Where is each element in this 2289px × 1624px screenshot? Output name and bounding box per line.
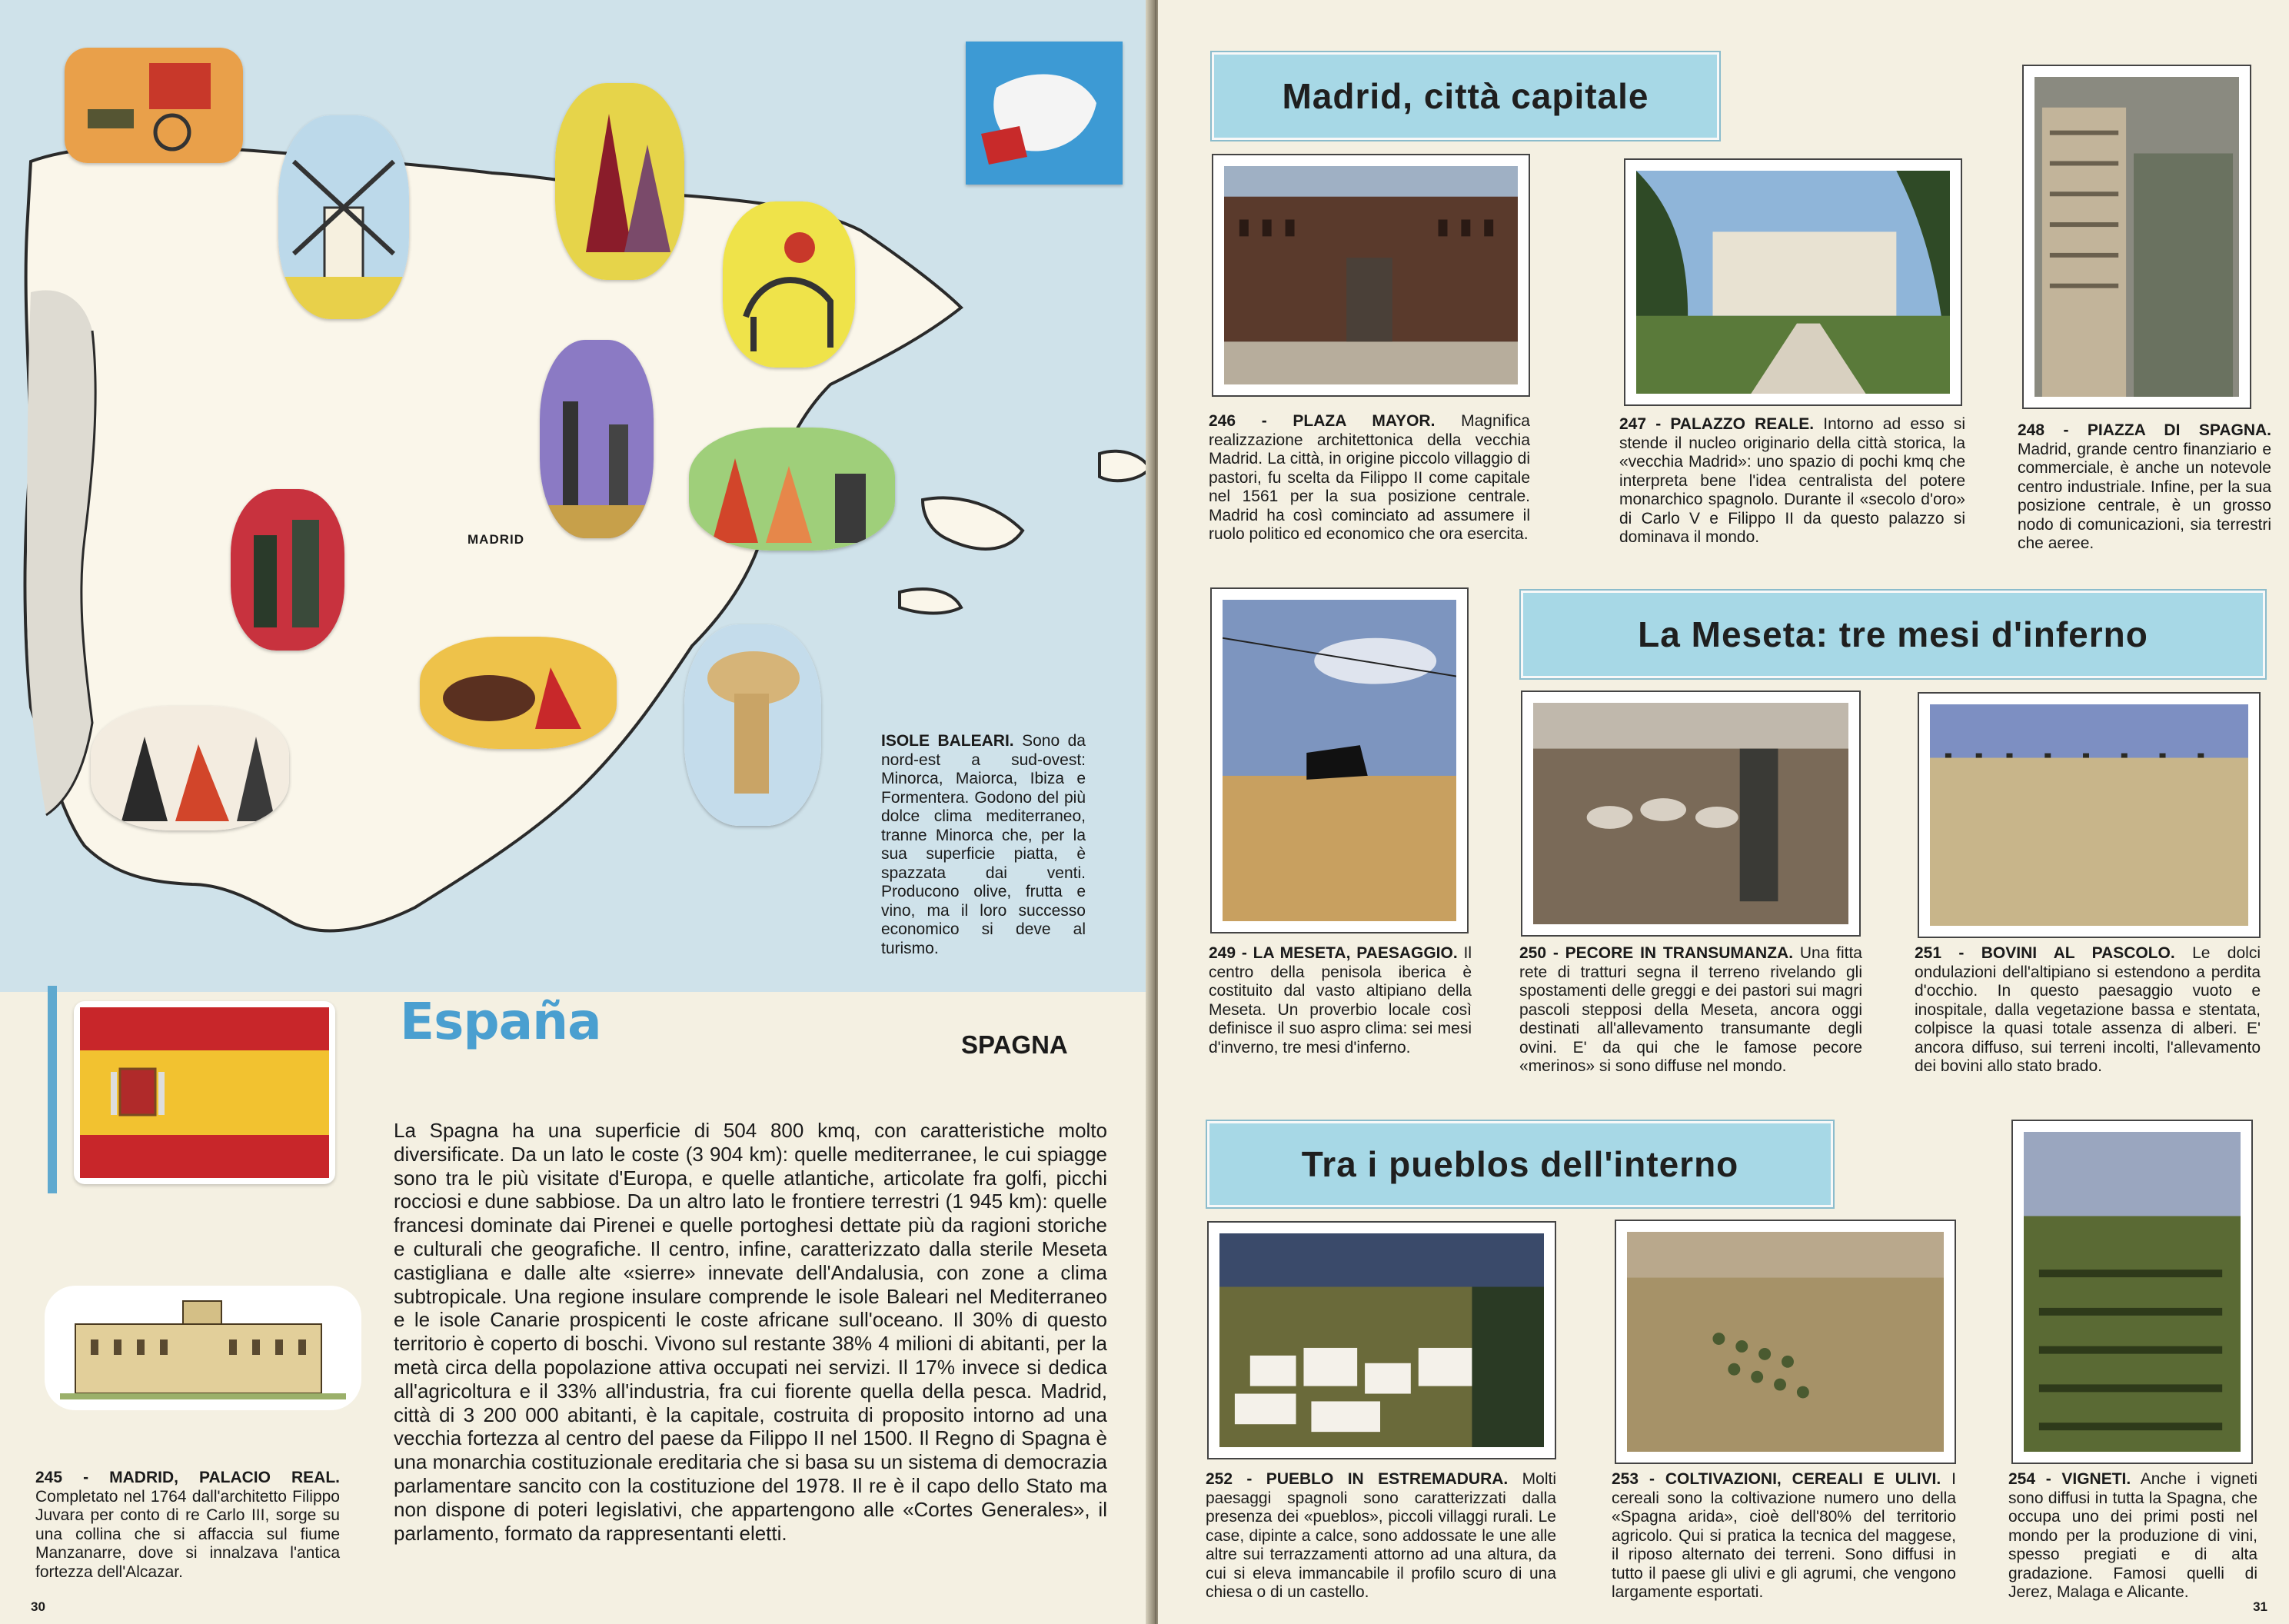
caption-248-body: Madrid, grande centro finanziario e commerciale, è anche un notevole centro industriale. Infine, per la sua posizione centrale, è un grosso nodo di comunicazioni, sia terrestri che aeree. bbox=[2018, 440, 2271, 552]
madrid-map-label: MADRID bbox=[467, 532, 524, 547]
caption-252-heading: 252 - PUEBLO IN ESTREMADURA. bbox=[1206, 1470, 1509, 1488]
caption-253 bbox=[1612, 1470, 1956, 1602]
bullfight-sticker bbox=[420, 637, 617, 749]
caption-250-heading: 250 - PECORE IN TRANSUMANZA. bbox=[1519, 944, 1794, 962]
caption-249-body: Il centro della penisola iberica è costituito dal vasto altipiano della Meseta. Un proverbio locale così definisce il suo aspro clima: sei mesi d'inverno, tre mesi d'inferno. bbox=[1209, 944, 1472, 1057]
caption-254 bbox=[2008, 1470, 2257, 1602]
caption-245 bbox=[35, 1469, 340, 1582]
caption-247 bbox=[1619, 415, 1965, 547]
horse-rider-sticker bbox=[723, 201, 855, 368]
don-quixote-sticker bbox=[540, 340, 654, 538]
penitent-sticker bbox=[555, 83, 684, 280]
caption-251-heading: 251 - BOVINI AL PASCOLO. bbox=[1915, 944, 2175, 962]
rock-formation-sticker bbox=[684, 624, 821, 826]
page-subtitle: SPAGNA bbox=[961, 1030, 1068, 1059]
europe-locator bbox=[966, 42, 1123, 185]
right-page bbox=[1158, 0, 2289, 1624]
caption-249-heading: 249 - LA MESETA, PAESAGGIO. bbox=[1209, 944, 1458, 962]
flag-accent-bar bbox=[48, 986, 57, 1193]
photo-254-vigneti bbox=[2011, 1120, 2253, 1464]
page-number-right: 31 bbox=[2253, 1599, 2267, 1614]
ox-cart-sticker bbox=[65, 48, 243, 163]
caption-252 bbox=[1206, 1470, 1556, 1602]
caption-250-body: Una fitta rete di tratturi segna il terreno rivelando gli spostamenti delle greggi e dei pastori sui magri pascoli stepposi della Meseta, ancora oggi destinati all'allevamento transumante degli ovini. E' da qui che le famose pecore «merinos» si sono diffuse nel mondo. bbox=[1519, 944, 1862, 1075]
caption-253-body: I cereali sono la coltivazione numero uno della «Spagna arida», cioè dell'80% del territorio agricolo. Qui si pratica la tecnica del maggese, il riposo alternato dei terreni. Sono diffusi in tutto il paese gli ulivi e gli agrumi, che vengono largamente esportati. bbox=[1612, 1470, 1956, 1601]
caption-248-heading: 248 - PIAZZA DI SPAGNA. bbox=[2018, 421, 2271, 439]
banner-pueblos: Tra i pueblos dell'interno bbox=[1207, 1121, 1833, 1207]
caption-252-body: Molti paesaggi spagnoli sono caratterizzati dalla presenza dei «pueblos», piccoli villaggi rurali. Le case, dipinte a calce, sono addossate le une alle altre sui terrazzamenti attorno ad una altura, da cui si eleva immancabile il profilo scuro di una chiesa o di un castello. bbox=[1206, 1470, 1556, 1601]
photo-248-piazza-di-spagna bbox=[2022, 65, 2251, 409]
caption-246-heading: 246 - PLAZA MAYOR. bbox=[1209, 412, 1436, 430]
photo-249-meseta bbox=[1210, 587, 1469, 933]
photo-253-coltivazioni bbox=[1615, 1220, 1956, 1464]
caption-247-body: Intorno ad esso si stende il nucleo originario della città storica, la «vecchia Madrid»: uno spazio di pochi kmq che interpreta bene l'idea centralista del potere monarchico spagnolo. Durante il «secolo d'oro» di Carlo V e Filippo II da questo palazzo si dominava il mondo. bbox=[1619, 415, 1965, 546]
caption-245-heading: 245 - MADRID, PALACIO REAL. bbox=[35, 1469, 340, 1486]
caption-246-body: Magnifica realizzazione architettonica della vecchia Madrid. La città, in origine piccolo villaggio di pastori, fu scelta da Filippo II come capitale nel 1561 per la sua posizione centrale. Madrid ha così cominciato ad assumere il ruolo politico ed economico che ora esercita. bbox=[1209, 412, 1530, 543]
baleari-body: Sono da nord-est a sud-ovest: Minorca, Maiorca, Ibiza e Formentera. Godono del più dolce clima mediterraneo, tranne Minorca che, per la sua superficie piatta, è spazzata dai venti. Producono olive, frutta e vino, ma il loro successo economico si deve al turismo. bbox=[881, 732, 1086, 957]
caption-245-body: Completato nel 1764 dall'architetto Filippo Juvara per conto di re Carlo III, sorge su una collina che si affaccia sul fiume Manzanarre, dove si innalzava l'antica fortezza dell'Alcazar. bbox=[35, 1487, 340, 1581]
photo-247-palazzo-reale bbox=[1624, 158, 1962, 406]
caption-254-heading: 254 - VIGNETI. bbox=[2008, 1470, 2131, 1488]
windmill-sticker bbox=[278, 115, 409, 319]
caption-249 bbox=[1209, 944, 1472, 1057]
caption-248 bbox=[2018, 421, 2271, 554]
caption-246 bbox=[1209, 412, 1530, 544]
palacio-real-sticker bbox=[45, 1286, 361, 1410]
page-title: España bbox=[400, 992, 601, 1051]
banner-meseta: La Meseta: tre mesi d'inferno bbox=[1521, 591, 2265, 678]
photo-252-pueblo bbox=[1207, 1221, 1556, 1459]
photo-250-pecore bbox=[1521, 691, 1861, 937]
banner-madrid: Madrid, città capitale bbox=[1212, 52, 1719, 140]
caption-253-heading: 253 - COLTIVAZIONI, CEREALI E ULIVI. bbox=[1612, 1470, 1941, 1488]
spain-flag bbox=[74, 1001, 335, 1184]
photo-251-bovini bbox=[1918, 692, 2261, 938]
page-number-left: 30 bbox=[31, 1599, 45, 1614]
civil-guard-sticker bbox=[231, 489, 344, 651]
flamenco-sticker bbox=[91, 706, 289, 830]
caption-251-body: Le dolci ondulazioni dell'altipiano si estendono a perdita d'occhio. In questo paesaggio vuoto e inospitale, dalla vegetazione bassa e stentata, colpisce la quasi totale assenza di alberi. E' ancora diffuso, sui terreni incolti, l'allevamento dei bovini allo stato brado. bbox=[1915, 944, 2261, 1075]
caption-247-heading: 247 - PALAZZO REALE. bbox=[1619, 415, 1815, 433]
main-article-text: La Spagna ha una superficie di 504 800 kmq, con caratteristiche molto diversificate. Da un lato le coste (3 904 km): quelle mediterranee, le cui spiagge sono tra le più visitate d'Europa, e quelle atlantiche, articolate fra golfi, picchi rocciosi e dune sabbiose. Da un altro lato le frontiere terrestri (1 945 km): quelle francesi dominate dai Pirenei e quelle portoghesi dettate più da ragioni storiche e culturali che geografiche. Il centro, infine, caratterizzato dalla sterile Meseta castigliana e dalle alte «sierre» innevate dell'Andalusia, con zone a clima subtropicale. Una regione insulare comprende le isole Baleari nel Mediterraneo e le isole Canarie prospicenti le coste africane sull'oceano. Il 30% di questo territorio è coperto di boschi. Vivono sul restante 38% 4 milioni di abitanti, per la metà circa della popolazione attiva occupati nei servizi. Il 17% invece si dedica all'agricoltura e il 33% all'industria, fra cui fiorente quella della pesca. Madrid, città di 3 200 000 abitanti, è la capitale, costruita di proposito intorno ad una vecchia fortezza al centro del paese da Filippo II nel 1500. Il Regno di Spagna è una monarchia costituzionale ereditaria che si basa su un sistema di democrazia parlamentare sancito con la costituzione del 1978. Il re è il capo dello Stato ma non dispone di poteri legislativi, che appartengono alle «Cortes Generales», il parlamento, formato da rappresentanti eletti. bbox=[394, 1119, 1107, 1545]
baleari-heading: ISOLE BALEARI. bbox=[881, 732, 1014, 750]
caption-251 bbox=[1915, 944, 2261, 1077]
photo-246-plaza-mayor bbox=[1212, 154, 1530, 397]
caption-250 bbox=[1519, 944, 1862, 1077]
dancers-sticker bbox=[689, 428, 895, 551]
baleari-description bbox=[881, 732, 1086, 958]
caption-254-body: Anche i vigneti sono diffusi in tutta la Spagna, che occupa uno dei primi posti nel mondo per la produzione di vini, spesso pregiati e di alta gradazione. Famosi quelli di Jerez, Malaga e Alicante. bbox=[2008, 1470, 2257, 1601]
